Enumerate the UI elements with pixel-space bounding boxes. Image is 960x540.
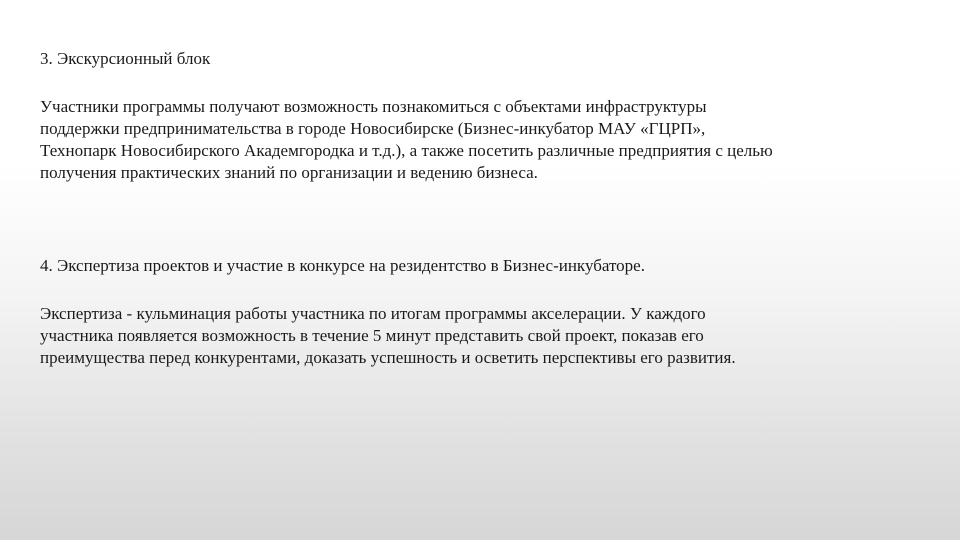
- section-heading-expertise: [40, 255, 930, 277]
- section-heading-excursion: [40, 48, 930, 70]
- paragraph-line: Экспертиза - кульминация работы участника по итогам программы акселерации. У каждого: [40, 304, 706, 323]
- section-paragraph-expertise: [40, 303, 930, 369]
- paragraph-line: Технопарк Новосибирского Академгородка и т.д.), а также посетить различные предприятия с целью: [40, 141, 773, 160]
- paragraph-line: получения практических знаний по организации и ведению бизнеса.: [40, 163, 538, 182]
- paragraph-line: поддержки предпринимательства в городе Новосибирске (Бизнес-инкубатор МАУ «ГЦРП»,: [40, 119, 706, 138]
- paragraph-line: участника появляется возможность в течение 5 минут представить свой проект, показав его: [40, 326, 704, 345]
- heading-text: 4. Экспертиза проектов и участие в конкурсе на резидентство в Бизнес-инкубаторе.: [40, 256, 645, 275]
- heading-text: 3. Экскурсионный блок: [40, 49, 211, 68]
- paragraph-line: преимущества перед конкурентами, доказать успешность и осветить перспективы его развития.: [40, 348, 736, 367]
- section-paragraph-excursion: [40, 96, 930, 184]
- paragraph-line: Участники программы получают возможность познакомиться с объектами инфраструктуры: [40, 97, 707, 116]
